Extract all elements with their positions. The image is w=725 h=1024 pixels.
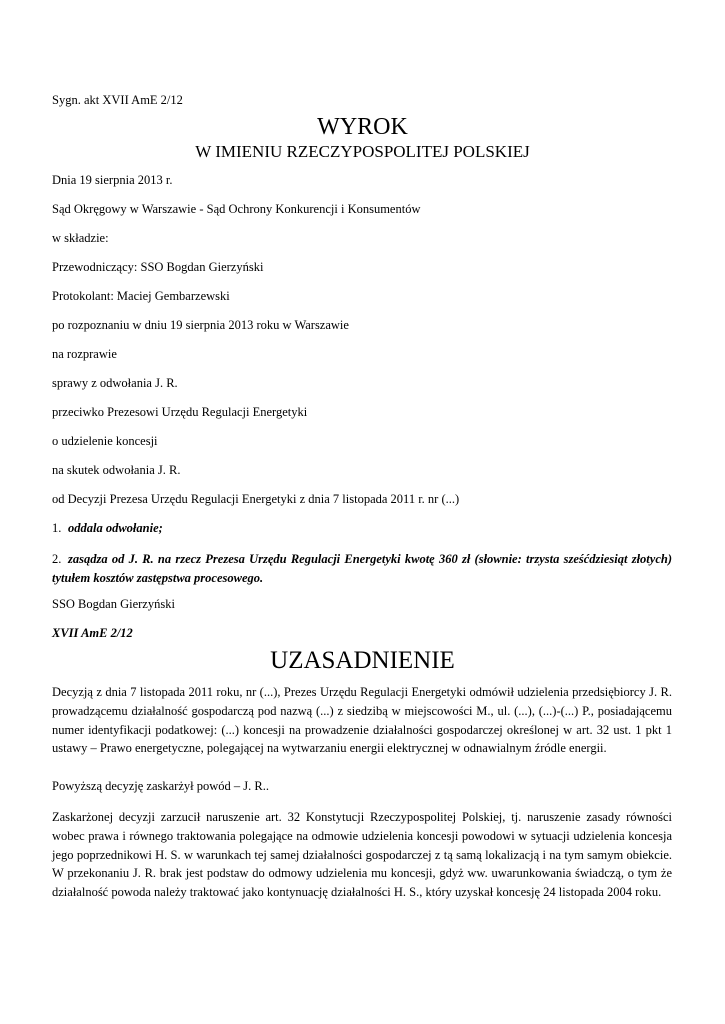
hearing-info: po rozpoznaniu w dniu 19 sierpnia 2013 roku w Warszawie [52,318,349,332]
verdict-item-1-text: oddala odwołanie; [68,521,163,535]
justification-case-reference: XVII AmE 2/12 [52,626,133,640]
defendant: przeciwko Prezesowi Urzędu Regulacji Energetyki [52,405,308,419]
justification-title: UZASADNIENIE [270,647,455,674]
verdict-item-1-number: 1. [52,521,62,535]
court-clerk: Protokolant: Maciej Gembarzewski [52,289,230,303]
appeal-basis: na skutek odwołania J. R. [52,463,181,477]
case-reference: Sygn. akt XVII AmE 2/12 [52,93,183,107]
case-matter: o udzielenie koncesji [52,434,158,448]
verdict-item-2-number: 2. [52,552,62,566]
judgment-title: WYROK [317,114,408,140]
case-subject: sprawy z odwołania J. R. [52,376,178,390]
contested-decision: od Decyzji Prezesa Urzędu Regulacji Energetyki z dnia 7 listopada 2011 r. nr (...) [52,492,460,506]
presiding-judge: Przewodniczący: SSO Bogdan Gierzyński [52,260,264,274]
hearing-type: na rozprawie [52,347,117,361]
composition-label: w składzie: [52,231,109,245]
judgment-date: Dnia 19 sierpnia 2013 r. [52,173,173,187]
court-name: Sąd Okręgowy w Warszawie - Sąd Ochrony Konkurencji i Konsumentów [52,202,421,216]
judge-signature: SSO Bogdan Gierzyński [52,597,175,611]
judgment-subtitle: W IMIENIU RZECZYPOSPOLITEJ POLSKIEJ [195,142,530,161]
verdict-item-1 [52,521,163,536]
justification-paragraph-2: Powyższą decyzję zaskarżył powód – J. R.. [52,779,269,793]
justification-paragraph-1: Decyzją z dnia 7 listopada 2011 roku, nr (...), Prezes Urzędu Regulacji Energetyki odmówił udzielenia przedsiębiorcy J. R. prowadzącemu działalność gospodarczą pod nazwą (...) z siedzibą w miejscowości M., ul. (...), (...)-(...) P., posiadającemu numer identyfikacji podatkowej: (...) koncesji na prowadzenie działalności gospodarczej określonej w art. 32 ust. 1 pkt 1 ustawy – Prawo energetyczne, polegającej na wytwarzaniu energii elektrycznej w odnawialnym źródle energii. [52,685,672,756]
verdict-item-2-text: zasądza od J. R. na rzecz Prezesa Urzędu Regulacji Energetyki kwotę 360 zł (słownie: trzysta sześćdziesiąt złotych) tytułem kosztów zastępstwa procesowego. [52,552,672,585]
verdict-item-2 [52,550,672,587]
justification-paragraph-3: Zaskarżonej decyzji zarzucił naruszenie art. 32 Konstytucji Rzeczypospolitej Polskiej, tj. naruszenie zasady równości wobec prawa i równego traktowania polegające na odmowie udzielenia koncesji powodowi w sytuacji udzielenia koncesja jego poprzednikowi H. S. w warunkach tej samej działalności gospodarczej z tą samą lokalizacją i na tym samym obiekcie. W przekonaniu J. R. brak jest podstaw do odmowy udzielenia mu koncesji, gdyż ww. uwarunkowania świadczą, o tym że działalność powoda należy traktować jako kontynuację działalności H. S., który uzyskał koncesję 24 listopada 2004 roku. [52,810,672,900]
